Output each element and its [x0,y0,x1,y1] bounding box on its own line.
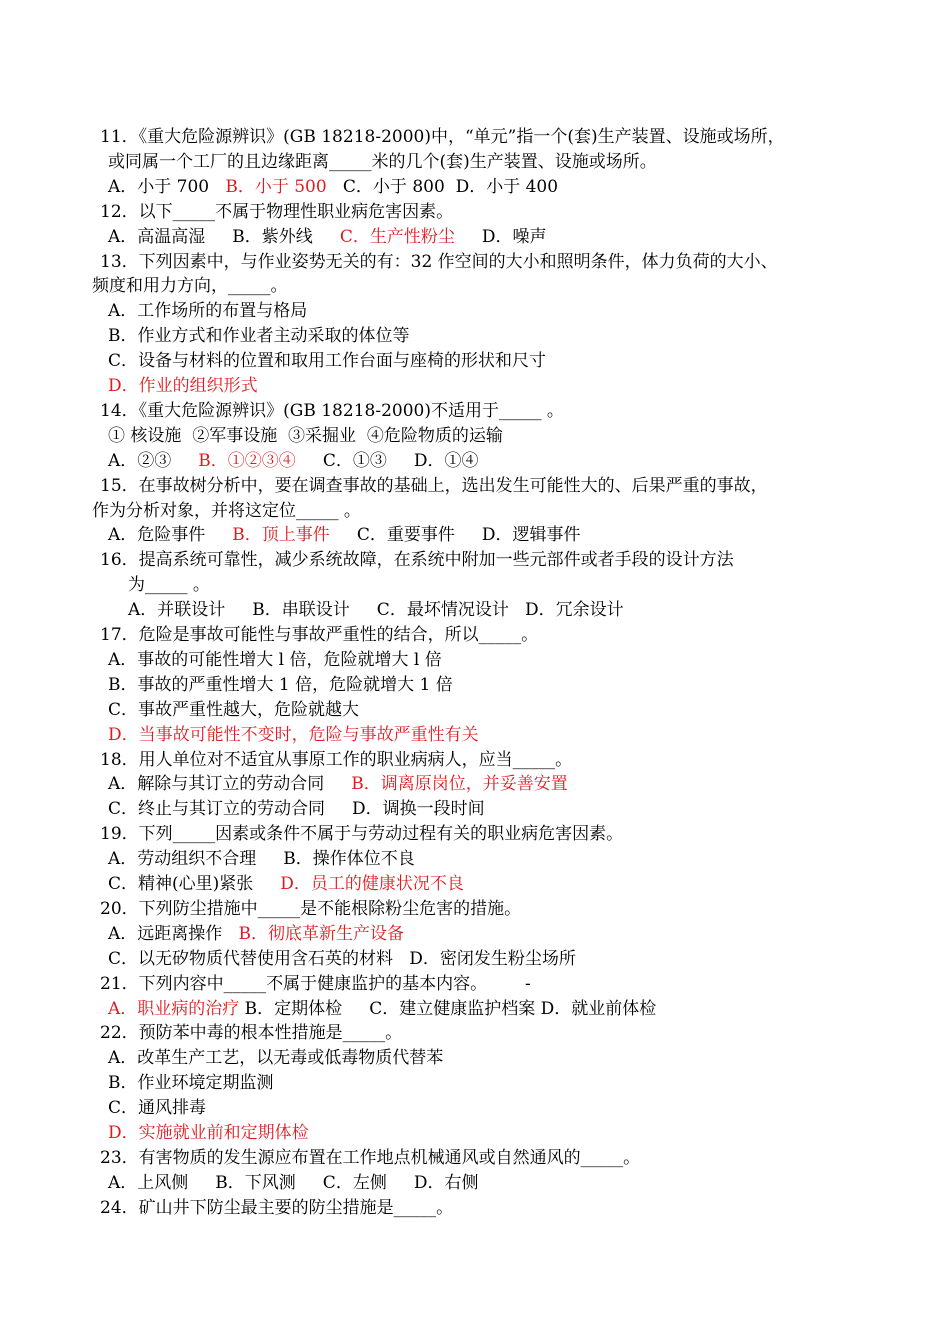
text-line [100,126,785,148]
text-segment: C．重要事件 D．逻辑事件 [329,525,581,546]
text-segment: C．终止与其订立的劳动合同 D．调换一段时间 [108,799,485,820]
text-line [108,724,479,746]
text-segment: 12．以下_____不属于物理性职业病危害因素。 [100,201,454,222]
text-segment: 24．矿山井下防尘最主要的防尘措施是_____。 [100,1197,454,1218]
text-line [92,275,288,297]
text-line [108,873,464,895]
text-segment: 或同属一个工厂的且边缘距离_____米的几个(套)生产装置、设施或场所。 [108,151,657,172]
text-segment: 22．预防苯中毒的根本性措施是_____。 [100,1023,403,1044]
text-line [100,549,734,571]
answer-text: A．职业病的治疗 [108,998,240,1019]
text-line [100,400,564,422]
text-segment: 11．《重大危险源辨识》(GB 18218-2000)中，“单元”指一个(套)生产装置、设施或场所， [100,127,785,147]
text-segment: B．定期体检 C．建立健康监护档案 D．就业前体检 [239,998,657,1019]
answer-text: D．员工的健康状况不良 [280,874,464,894]
text-segment: A．高温高湿 B．紫外线 [108,226,340,247]
text-segment: C．①③ D．①④ [295,450,479,471]
text-segment: A．解除与其订立的劳动合同 [108,774,352,795]
text-line [100,1197,453,1219]
text-line [100,1147,640,1169]
text-segment: 作为分析对象，并将这定位_____ 。 [92,500,361,521]
text-line [108,226,546,248]
answer-text: B．彻底革新生产设备 [238,923,404,944]
text-line [108,699,359,721]
text-segment: C．小于 800 D．小于 400 [326,176,559,197]
text-segment: 15．在事故树分析中，要在调查事故的基础上，选出发生可能性大的、后果严重的事故， [100,475,768,496]
text-line [108,425,503,447]
text-line [108,998,656,1020]
text-segment: D．噪声 [454,226,547,247]
text-segment: A．小于 700 [108,176,226,197]
text-segment: 21．下列内容中_____不属于健康监护的基本内容。 - [100,973,531,994]
text-segment: B．作业方式和作业者主动采取的体位等 [108,326,410,347]
text-segment: A．改革生产工艺，以无毒或低毒物质代替苯 [108,1048,444,1069]
text-segment: C．以无矽物质代替使用含石英的材料 D．密闭发生粉尘场所 [108,948,576,969]
text-line [108,948,576,970]
text-line [100,973,531,995]
text-segment: B．事故的严重性增大 1 倍，危险就增大 1 倍 [108,674,453,695]
text-line [108,1122,309,1144]
text-segment: B．作业环境定期监测 [108,1073,274,1094]
answer-text: C．生产性粉尘 [339,226,455,247]
text-segment: A．并联设计 B．串联设计 C．最坏情况设计 D．冗余设计 [128,600,624,621]
text-line [92,500,361,522]
answer-text: D．实施就业前和定期体检 [108,1123,309,1143]
text-line [108,524,580,546]
text-segment: 17．危险是事故可能性与事故严重性的结合，所以_____。 [100,625,539,645]
text-line [108,798,485,820]
text-segment: A．工作场所的布置与格局 [108,301,308,322]
text-line [108,176,558,198]
text-line [108,350,546,372]
text-line [128,574,210,596]
text-segment: A．上风侧 B．下风测 C．左侧 D．右侧 [108,1172,479,1193]
text-segment: 为_____ 。 [128,575,210,596]
text-line [100,898,521,920]
answer-text: B．顶上事件 [232,525,330,546]
text-line [108,923,404,945]
answer-text: D．当事故可能性不变时，危险与事故严重性有关 [108,724,479,745]
text-line [108,300,307,322]
answer-text: B．小于 500 [225,176,327,197]
text-line [100,201,453,223]
text-line [108,649,442,671]
text-segment: 13．下列因素中，与作业姿势无关的有：32 作空间的大小和照明条件，体力负荷的大小、 [100,251,778,272]
text-line [108,375,258,397]
text-line [108,1047,443,1069]
text-line [108,151,657,173]
text-segment: C．通风排毒 [108,1098,207,1119]
text-line [100,475,768,497]
text-line [108,1172,478,1194]
text-line [108,325,410,347]
text-line [108,848,415,870]
text-segment: C．精神(心里)紧张 [108,874,281,894]
text-line [108,450,478,472]
text-segment: A．事故的可能性增大 l 倍，危险就增大 l 倍 [108,649,442,670]
text-line [108,773,568,795]
text-line [108,1072,274,1094]
text-segment: 14．《重大危险源辨识》(GB 18218-2000)不适用于_____ 。 [100,400,564,421]
text-segment: 19．下列_____因素或条件不属于与劳动过程有关的职业病危害因素。 [100,824,624,845]
text-segment: A．劳动组织不合理 B．操作体位不良 [108,849,415,870]
text-segment: A．远距离操作 [108,923,239,944]
text-segment: ① 核设施 ②军事设施 ③采掘业 ④危险物质的运输 [108,425,503,446]
text-segment: 频度和用力方向，_____。 [92,276,288,297]
text-segment: 23．有害物质的发生源应布置在工作地点机械通风或自然通风的_____。 [100,1147,641,1168]
text-line [100,251,778,273]
text-segment: C．设备与材料的位置和取用工作台面与座椅的形状和尺寸 [108,351,547,372]
text-segment: C．事故严重性越大，危险就越大 [108,699,360,720]
text-line [100,1022,402,1044]
text-segment: 18．用人单位对不适宜从事原工作的职业病病人，应当_____。 [100,749,573,770]
answer-text: B．调离原岗位，并妥善安置 [351,774,568,795]
text-segment: 16．提高系统可靠性，减少系统故障，在系统中附加一些元部件或者手段的设计方法 [100,550,734,571]
answer-text: B．①②③④ [198,450,296,471]
answer-text: D．作业的组织形式 [108,376,258,396]
text-segment: 20．下列防尘措施中_____是不能根除粉尘危害的措施。 [100,898,522,919]
text-line [100,823,623,845]
text-line [100,749,572,771]
text-segment: A．②③ [108,450,199,471]
text-line [108,1097,206,1119]
text-line [128,599,624,621]
text-segment: A．危险事件 [108,525,233,546]
text-line [108,674,453,696]
text-line [100,624,538,646]
